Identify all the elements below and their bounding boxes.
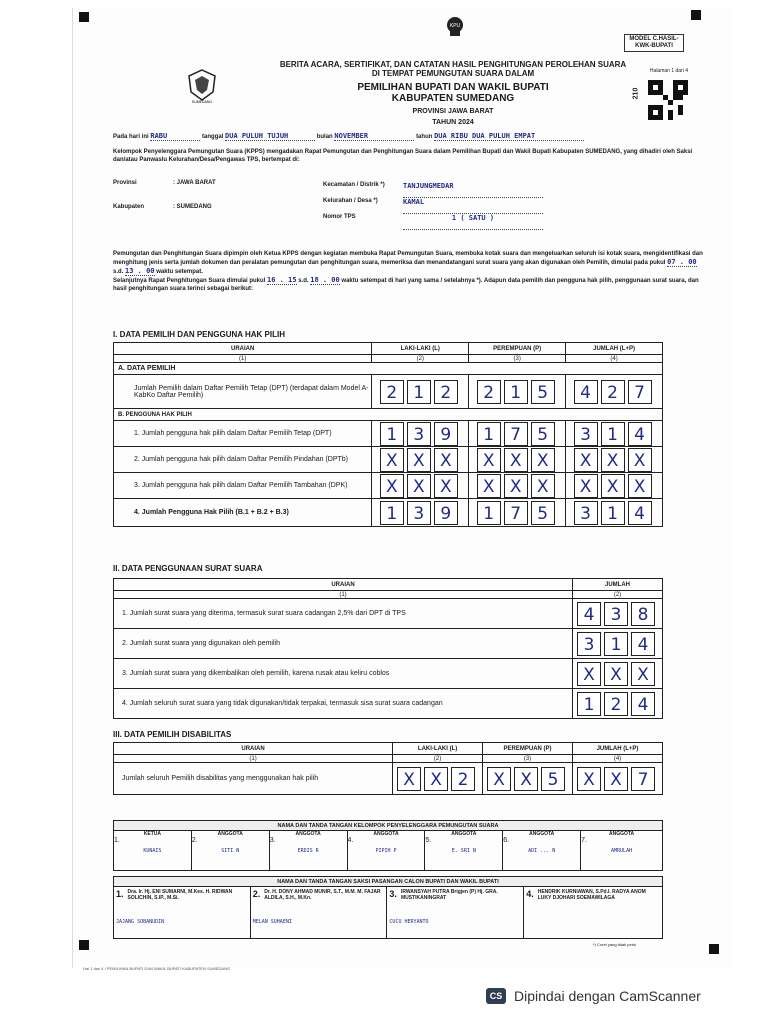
digit-box: 7 [628, 380, 652, 404]
digit-box: X [631, 662, 655, 686]
count-sd: s.d. [298, 278, 309, 284]
kpps-2-role: ANGGOTA [217, 831, 243, 837]
s1-b4-perempuan [469, 499, 566, 527]
digit-box: 4 [628, 422, 652, 446]
saksi-3-num: 3. [389, 889, 397, 899]
kpps-1-role: KETUA [143, 831, 162, 837]
digit-group [469, 474, 565, 498]
s1-b1-perempuan [469, 421, 566, 447]
digit-box: X [504, 448, 528, 472]
digit-box: 3 [407, 501, 431, 525]
s3-col-perempuan: PEREMPUAN (P) [483, 743, 573, 755]
digit-box: X [531, 448, 555, 472]
registration-mark [709, 944, 719, 954]
digit-box: X [434, 448, 458, 472]
kpps-6-role: ANGGOTA [529, 831, 555, 837]
s1-col-uraian: URAIAN [114, 343, 372, 355]
saksi-1 [114, 887, 251, 939]
s2-col-n2: (2) [573, 591, 663, 599]
registration-mark [79, 12, 89, 22]
s2-col-jumlah: JUMLAH [573, 579, 663, 591]
kpps-3-num: 3. [269, 837, 276, 844]
digit-box: X [434, 474, 458, 498]
digit-box: 1 [380, 501, 404, 525]
digit-group [469, 501, 565, 525]
digit-box: 5 [531, 422, 555, 446]
date-label-month: bulan [316, 134, 333, 140]
s2-col-uraian: URAIAN [114, 579, 573, 591]
s2-row1-value [573, 599, 663, 629]
s1-a-title: A. DATA PEMILIH [114, 363, 663, 375]
kpps-3-name: ERDIS R [297, 848, 319, 854]
s1-b1-jumlah [566, 421, 663, 447]
date-line [113, 132, 703, 141]
kabupaten-label: Kabupaten [113, 204, 145, 210]
digit-box: X [477, 474, 501, 498]
s1-b4-jumlah [566, 499, 663, 527]
date-month-value: NOVEMBER [334, 132, 414, 141]
digit-box: X [487, 767, 511, 791]
digit-box: X [531, 474, 555, 498]
date-day-value: RABU [150, 132, 200, 141]
kpps-3-role: ANGGOTA [295, 831, 321, 837]
s1-col-n4: (4) [566, 355, 663, 363]
digit-box: X [574, 448, 598, 472]
kpps-5-name: E. SRI N [451, 848, 476, 854]
digit-box: 7 [504, 501, 528, 525]
date-label-date: tanggal [202, 134, 224, 140]
kpps-4-name: PIPIH P [375, 848, 397, 854]
section1-table [113, 342, 663, 527]
digit-box: 3 [574, 501, 598, 525]
digit-box: X [577, 662, 601, 686]
digit-group [372, 501, 468, 525]
section3-title: III. DATA PEMILIH DISABILITAS [113, 730, 232, 739]
page-info: Halaman 1 dari 4 [649, 68, 688, 74]
digit-box: 7 [504, 422, 528, 446]
digit-group [573, 632, 662, 656]
emblem-label: KPU [449, 23, 461, 29]
digit-box: X [601, 474, 625, 498]
title-sub [223, 106, 683, 128]
kelurahan-value: KAMAL [403, 198, 543, 214]
digit-box: 1 [504, 380, 528, 404]
signature-table [113, 820, 663, 871]
title-line2: DI TEMPAT PEMUNGUTAN SUARA DALAM [371, 69, 535, 78]
location-right [323, 182, 543, 230]
digit-box: 2 [451, 767, 475, 791]
digit-box: 3 [407, 422, 431, 446]
s1-b2-perempuan [469, 447, 566, 473]
form-model-box [624, 34, 684, 52]
kpps-6 [503, 831, 581, 871]
body-text1: Pemungutan dan Penghitungan Suara dipimpin oleh Ketua KPPS dengan kegiatan membuka Rapat Pemungutan Suara, membuka kotak suara dan mengeluarkan seluruh isi kotak suara, mengidentifikasi dan menghitung jenis serta jumlah dokumen dan peralatan pemungutan dan penghitungan suara, memeriksa dan menandatangani surat suara yang akan digunakan oleh Pemilih, dimulai pada pukul [113, 251, 703, 266]
digit-box: 1 [477, 501, 501, 525]
digit-box: X [477, 448, 501, 472]
digit-box: X [628, 474, 652, 498]
title-line3: PEMILIHAN BUPATI DAN WAKIL BUPATI [357, 82, 549, 93]
digit-group [573, 692, 662, 716]
digit-group [469, 448, 565, 472]
section1-title: I. DATA PEMILIH DAN PENGGUNA HAK PILIH [113, 330, 285, 339]
date-label-year: tahun [416, 134, 433, 140]
date-year-value: DUA RIBU DUA PULUH EMPAT [434, 132, 584, 141]
digit-box: 9 [434, 501, 458, 525]
kpu-emblem-icon [443, 16, 467, 38]
saksi-2-num: 2. [252, 889, 261, 899]
saksi-3 [387, 887, 524, 939]
saksi-4 [524, 887, 663, 939]
title-line1: BERITA ACARA, SERTIFIKAT, DAN CATATAN HASIL PENGHITUNGAN PEROLEHAN SUARA [279, 60, 627, 69]
s1-col-laki: LAKI-LAKI (L) [372, 343, 469, 355]
digit-group [483, 767, 572, 791]
saksi-1-signed: JAJANG SOBANUDIN [116, 919, 165, 925]
form-code: 210 [632, 87, 640, 100]
digit-box: X [628, 448, 652, 472]
digit-group [573, 767, 662, 791]
digit-box: 2 [604, 692, 628, 716]
kpps-5 [425, 831, 503, 871]
digit-box: X [407, 448, 431, 472]
digit-box: 2 [477, 380, 501, 404]
saksi-3-signed: CUCU HERYANTO [389, 919, 429, 925]
saksi-4-num: 4. [526, 889, 534, 899]
digit-box: 2 [601, 380, 625, 404]
time-suffix: waktu setempat. [156, 269, 203, 275]
saksi-2-signed: MELAN SUHAENI [252, 919, 292, 925]
s3-col-jumlah: JUMLAH (L+P) [573, 743, 663, 755]
digit-box: 3 [604, 602, 628, 626]
kpps-7-num: 7. [581, 837, 587, 844]
saksi-2 [250, 887, 387, 939]
digit-box: 1 [601, 422, 625, 446]
body-text [113, 250, 703, 293]
digit-box: 2 [380, 380, 404, 404]
title-block [223, 60, 683, 78]
kpps-4-num: 4. [347, 837, 354, 844]
digit-box: 4 [577, 602, 601, 626]
s3-row-label: Jumlah seluruh Pemilih disabilitas yang menggunakan hak pilih [114, 763, 393, 795]
s1-col-n2: (2) [372, 355, 469, 363]
count-end: 18 . 00 [310, 276, 340, 284]
s3-col-n2: (2) [393, 755, 483, 763]
digit-box: 1 [601, 501, 625, 525]
kelurahan-label: Kelurahan / Desa *) [323, 198, 378, 204]
footer-text: Hal 1 dari 4 / PEMILIHAN BUPATI DAN WAKIL BUPATI KABUPATEN SUMEDANG [83, 966, 231, 971]
registration-mark [691, 10, 701, 20]
digit-box: 3 [577, 632, 601, 656]
digit-box: X [514, 767, 538, 791]
digit-group [372, 422, 468, 446]
s2-row3-value [573, 659, 663, 689]
camscanner-icon: CS [486, 988, 506, 1004]
digit-box: 1 [577, 692, 601, 716]
kecamatan-label: Kecamatan / Distrik *) [323, 182, 385, 188]
digit-box: X [380, 448, 404, 472]
s3-col-n4: (4) [573, 755, 663, 763]
digit-box: 1 [477, 422, 501, 446]
title-main [223, 82, 683, 104]
s3-col-n1: (1) [114, 755, 393, 763]
kpps-7-role: ANGGOTA [608, 831, 635, 837]
section3-table [113, 742, 663, 795]
s1-a-laki [372, 375, 469, 409]
kpps-1-name: KUNAIS [143, 848, 162, 854]
digit-box: 5 [531, 501, 555, 525]
saksi-table [113, 876, 663, 939]
s1-b3-perempuan [469, 473, 566, 499]
digit-box: 1 [380, 422, 404, 446]
section2-title: II. DATA PENGGUNAAN SURAT SUARA [113, 564, 263, 573]
digit-box: 5 [541, 767, 565, 791]
kpps-2 [191, 831, 269, 871]
digit-box: X [604, 662, 628, 686]
time-end: 13 . 00 [125, 267, 155, 275]
s3-col-n3: (3) [483, 755, 573, 763]
digit-group [566, 474, 662, 498]
saksi-1-names: Dra. Ir. Hj. ENI SUMARNI, M.Kes. H. RIDWAN SOLICHIN, S.IP., M.Si. [127, 889, 233, 901]
registration-mark [79, 940, 89, 950]
digit-box: X [604, 767, 628, 791]
kpps-4 [347, 831, 425, 871]
provinsi-value: : JAWA BARAT [173, 180, 216, 186]
digit-group [566, 422, 662, 446]
digit-box: 8 [631, 602, 655, 626]
digit-box: 1 [604, 632, 628, 656]
digit-group [469, 380, 565, 404]
saksi-1-num: 1. [116, 889, 124, 899]
date-date-value: DUA PULUH TUJUH [225, 132, 315, 141]
digit-group [566, 380, 662, 404]
s1-col-n3: (3) [469, 355, 566, 363]
digit-box: 4 [631, 632, 655, 656]
digit-group [573, 602, 662, 626]
digit-box: X [380, 474, 404, 498]
digit-box: 4 [631, 692, 655, 716]
s1-b3-jumlah [566, 473, 663, 499]
tps-label: Nomor TPS [323, 214, 356, 220]
s1-a-perempuan [469, 375, 566, 409]
intro-text: Kelompok Penyelenggara Pemungutan Suara (KPPS) mengadakan Rapat Pemungutan dan Penghitungan Suara dalam Pemilihan Bupati dan Wakil Bupati Kabupaten SUMEDANG, yang dihadiri oleh Saksi dan/atau Panwaslu Kelurahan/Desa/Pengawas TPS, bertempat di: [113, 149, 693, 163]
body-text2: Selanjutnya Rapat Penghitungan Suara dimulai pukul [113, 278, 266, 284]
s1-col-jumlah: JUMLAH (L+P) [566, 343, 663, 355]
s3-jumlah [573, 763, 663, 795]
camscanner-watermark [486, 988, 701, 1004]
kpps-5-role: ANGGOTA [451, 831, 477, 837]
kpps-4-role: ANGGOTA [373, 831, 399, 837]
digit-group [566, 448, 662, 472]
camscanner-label: Dipindai dengan CamScanner [514, 988, 701, 1004]
title-line5: PROVINSI JAWA BARAT [412, 108, 494, 115]
digit-group [372, 380, 468, 404]
title-line6: TAHUN 2024 [432, 119, 474, 126]
location-left [113, 180, 216, 228]
kpps-5-num: 5. [425, 837, 432, 844]
digit-group [393, 767, 482, 791]
kabupaten-value: : SUMEDANG [173, 204, 212, 210]
provinsi-label: Provinsi [113, 180, 137, 186]
s2-row2-label: 2. Jumlah surat suara yang digunakan oleh pemilih [114, 629, 573, 659]
count-suffix: waktu setempat di hari yang sama / setelahnya *). Adapun data pemilih dan pengguna hak pilih, penggunaan surat suara, dan hasil penghitungan suara terinci sebagai berikut: [113, 278, 699, 292]
s1-b1-laki [372, 421, 469, 447]
saksi-2-names: Dr. H. DONY AHMAD MUNIR, S.T., M.M. M. FAJAR ALDILA, S.H., M.Kn. [264, 889, 381, 901]
s3-col-uraian: URAIAN [114, 743, 393, 755]
saksi-title: NAMA DAN TANDA TANGAN SAKSI PASANGAN CALON BUPATI DAN WAKIL BUPATI [114, 877, 663, 887]
s2-row3-label: 3. Jumlah surat suara yang dikembalikan oleh pemilih, karena rusak atau keliru coblos [114, 659, 573, 689]
digit-box: X [424, 767, 448, 791]
kpps-6-name: ADI ... N [528, 848, 556, 854]
digit-box: 5 [531, 380, 555, 404]
footnote: *) Coret yang tidak perlu [593, 942, 637, 947]
tps-value: 1 ( SATU ) [403, 214, 543, 230]
kpps-2-num: 2. [191, 837, 198, 844]
digit-box: 4 [574, 380, 598, 404]
kpps-7-name: AMRULAH [611, 848, 633, 854]
s1-b-row3-label: 3. Jumlah pengguna hak pilih dalam Daftar Pemilih Tambahan (DPK) [114, 473, 372, 499]
digit-group [573, 662, 662, 686]
s1-b2-laki [372, 447, 469, 473]
form-model: MODEL C.HASIL-KWK-BUPATI [629, 36, 679, 49]
kpps-6-num: 6. [503, 837, 510, 844]
saksi-4-names: HENDRIK KURNIAWAN, S.Pd.I. RADYA ANOM LUKY DJOHARI SOEMAWILAGA [537, 889, 646, 901]
digit-box: 2 [434, 380, 458, 404]
s1-col-n1: (1) [114, 355, 372, 363]
date-label-day: Pada hari ini [113, 134, 149, 140]
s2-row4-value [573, 689, 663, 719]
s2-row1-label: 1. Jumlah surat suara yang diterima, termasuk surat suara cadangan 2,5% dari DPT di TPS [114, 599, 573, 629]
digit-box: X [577, 767, 601, 791]
digit-box: 3 [574, 422, 598, 446]
form-page [72, 8, 732, 971]
title-line4: KABUPATEN SUMEDANG [391, 93, 515, 104]
s1-b-title: B. PENGGUNA HAK PILIH [114, 409, 663, 421]
digit-group [566, 501, 662, 525]
s1-b-row1-label: 1. Jumlah pengguna hak pilih dalam Daftar Pemilih Tetap (DPT) [114, 421, 372, 447]
digit-box: 7 [631, 767, 655, 791]
digit-box: X [407, 474, 431, 498]
digit-box: 9 [434, 422, 458, 446]
logo-label: SUMEDANG [191, 100, 213, 104]
digit-box: 1 [407, 380, 431, 404]
s1-b-row2-label: 2. Jumlah pengguna hak pilih dalam Daftar Pemilih Pindahan (DPTb) [114, 447, 372, 473]
kpps-1-num: 1. [114, 837, 120, 844]
s3-laki [393, 763, 483, 795]
digit-group [372, 474, 468, 498]
s1-a-row-label: Jumlah Pemilih dalam Daftar Pemilih Tetap (DPT) (terdapat dalam Model A-KabKo Daftar Pemilih) [114, 375, 372, 409]
s2-row2-value [573, 629, 663, 659]
kecamatan-value: TANJUNGMEDAR [403, 182, 543, 198]
saksi-3-names: IRWANSYAH PUTRA Brigjen (P) Hj. GRA. MUSTIKANINGRAT [400, 889, 498, 901]
s1-b-row4-label: 4. Jumlah Pengguna Hak Pilih (B.1 + B.2 + B.3) [114, 499, 372, 527]
s2-row4-label: 4. Jumlah seluruh surat suara yang tidak digunakan/tidak terpakai, termasuk sisa surat suara cadangan [114, 689, 573, 719]
count-start: 16 . 15 [267, 276, 297, 284]
s3-perempuan [483, 763, 573, 795]
kpps-title: NAMA DAN TANDA TANGAN KELOMPOK PENYELENGGARA PEMUNGUTAN SUARA [114, 821, 663, 831]
s1-b3-laki [372, 473, 469, 499]
s3-col-laki: LAKI-LAKI (L) [393, 743, 483, 755]
digit-box: X [574, 474, 598, 498]
section2-table [113, 578, 663, 719]
kpps-7 [581, 831, 663, 871]
time-sd: s.d. [113, 269, 124, 275]
s1-b2-jumlah [566, 447, 663, 473]
time-start: 07 . 00 [667, 258, 697, 266]
kpps-row [114, 831, 663, 871]
digit-box: X [601, 448, 625, 472]
s1-a-jumlah [566, 375, 663, 409]
sumedang-logo-icon [187, 68, 217, 104]
digit-box: 4 [628, 501, 652, 525]
kpps-3 [269, 831, 347, 871]
digit-box: X [504, 474, 528, 498]
kpps-2-name: SITI N [221, 848, 240, 854]
digit-group [469, 422, 565, 446]
digit-group [372, 448, 468, 472]
s1-col-perempuan: PEREMPUAN (P) [469, 343, 566, 355]
s1-b4-laki [372, 499, 469, 527]
s2-col-n1: (1) [114, 591, 573, 599]
kpps-1 [114, 831, 192, 871]
digit-box: X [397, 767, 421, 791]
